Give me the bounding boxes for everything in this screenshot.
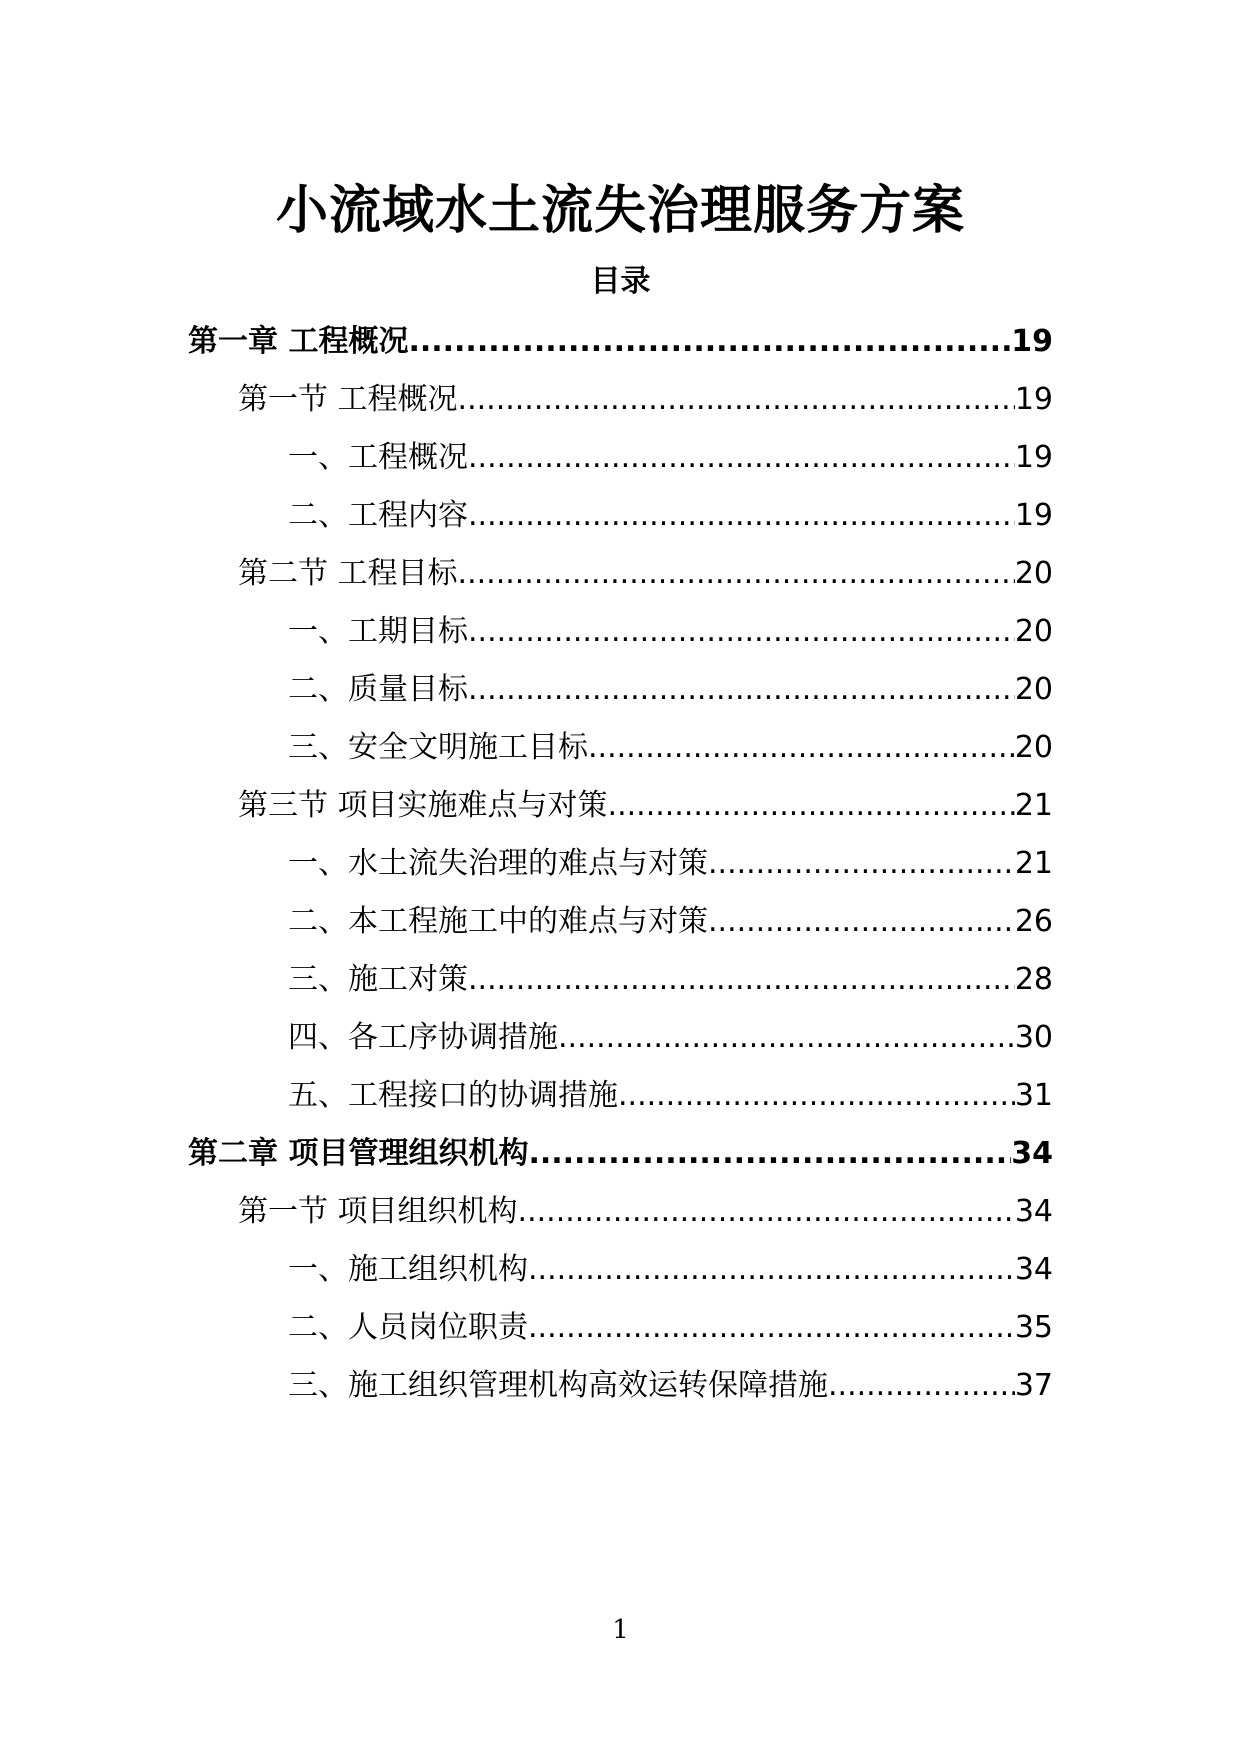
dot-leader [458,552,1015,596]
toc-entry-title: 第二节 工程目标 [238,556,458,591]
toc-entry-page: 19 [1011,324,1053,359]
toc-entry-page: 31 [1014,1078,1053,1113]
dot-leader [708,900,1015,944]
toc-entry-title: 第三节 项目实施难点与对策 [238,788,608,823]
dot-leader [518,1190,1015,1234]
toc-entry-title: 第一章 工程概况 [188,324,409,359]
toc-entry[interactable] [288,436,1053,480]
toc-entry-page: 37 [1014,1368,1053,1403]
toc-entry-page: 34 [1014,1252,1053,1287]
toc-entry-page: 28 [1014,962,1053,997]
dot-leader [528,1132,1011,1176]
toc-heading: 目录 [590,264,651,299]
toc-entry-page: 19 [1014,382,1053,417]
dot-leader [468,436,1015,480]
toc-entry[interactable] [188,320,1053,364]
toc-entry-title: 二、质量目标 [288,672,468,707]
toc-entry-page: 20 [1014,672,1053,707]
dot-leader [528,1248,1015,1292]
dot-leader [608,784,1015,828]
document-title: 小流域水土流失治理服务方案 [275,181,965,241]
toc-entry[interactable] [288,494,1053,538]
toc-entry[interactable] [288,1248,1053,1292]
toc-entry-title: 第二章 项目管理组织机构 [188,1136,529,1171]
toc-entry-title: 第一节 工程概况 [238,382,458,417]
dot-leader [468,958,1015,1002]
toc-entry[interactable] [288,958,1053,1002]
toc-entry-page: 34 [1014,1194,1053,1229]
toc-entry[interactable] [238,378,1053,422]
dot-leader [468,668,1015,712]
toc-entry[interactable] [288,1074,1053,1118]
toc-entry-page: 34 [1011,1136,1053,1171]
toc-entry-title: 三、安全文明施工目标 [288,730,588,765]
toc-entry-page: 26 [1014,904,1053,939]
toc-entry-title: 三、施工组织管理机构高效运转保障措施 [288,1368,828,1403]
toc-entry-page: 21 [1014,788,1053,823]
toc-entry[interactable] [288,1016,1053,1060]
toc-entry[interactable] [288,726,1053,770]
dot-leader [458,378,1015,422]
toc-entry-page: 30 [1014,1020,1053,1055]
toc-entry[interactable] [288,668,1053,712]
dot-leader [468,610,1015,654]
toc-entry-page: 19 [1014,440,1053,475]
dot-leader [408,320,1011,364]
dot-leader [588,726,1015,770]
toc-entry-title: 一、施工组织机构 [288,1252,528,1287]
dot-leader [558,1016,1015,1060]
toc-entry[interactable] [238,552,1053,596]
toc-entry-title: 一、工期目标 [288,614,468,649]
toc-entry-title: 二、工程内容 [288,498,468,533]
dot-leader [708,842,1015,886]
toc-entry-title: 四、各工序协调措施 [288,1020,558,1055]
dot-leader [828,1364,1015,1408]
toc-entry[interactable] [288,1306,1053,1350]
toc-entry[interactable] [288,1364,1053,1408]
toc-entry[interactable] [238,1190,1053,1234]
dot-leader [528,1306,1015,1350]
page-number: 1 [612,1615,629,1645]
toc-entry[interactable] [288,610,1053,654]
toc-entry-title: 三、施工对策 [288,962,468,997]
toc-entry[interactable] [188,1132,1053,1176]
toc-entry[interactable] [288,900,1053,944]
toc-entry-title: 二、人员岗位职责 [288,1310,528,1345]
toc-entry-title: 五、工程接口的协调措施 [288,1078,618,1113]
toc-entry-page: 35 [1014,1310,1053,1345]
dot-leader [468,494,1015,538]
toc-entry-page: 20 [1014,730,1053,765]
toc-entry-page: 21 [1014,846,1053,881]
toc-entry-title: 一、工程概况 [288,440,468,475]
toc-entry-title: 第一节 项目组织机构 [238,1194,518,1229]
toc-entry-title: 一、水土流失治理的难点与对策 [288,846,708,881]
toc-entry-page: 20 [1014,556,1053,591]
toc-entry[interactable] [238,784,1053,828]
dot-leader [618,1074,1015,1118]
toc-entry-title: 二、本工程施工中的难点与对策 [288,904,708,939]
toc-entry-page: 20 [1014,614,1053,649]
toc-entry[interactable] [288,842,1053,886]
toc-entry-page: 19 [1014,498,1053,533]
